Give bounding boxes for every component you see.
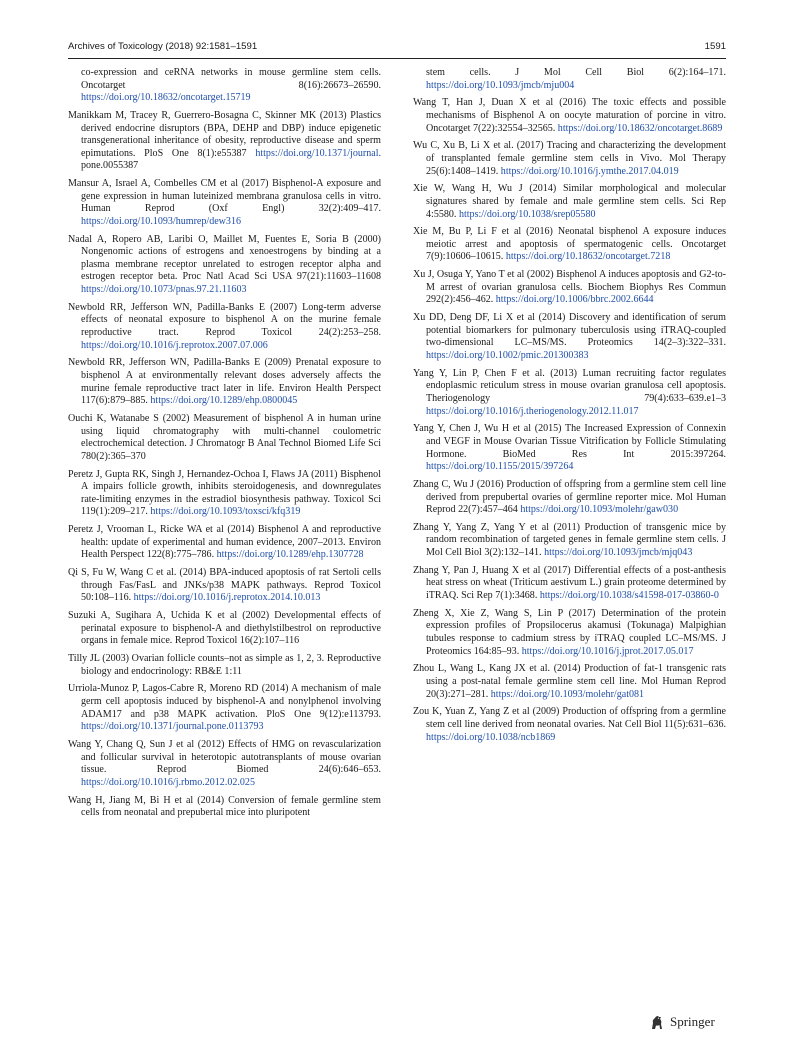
springer-horse-icon — [649, 1014, 665, 1031]
reference-text: Zhang Y, Yang Z, Yang Y et al (2011) Production of transgenic mice by random recombination of targeted genes in female germline stem cells. J Mol Cell Biol 3(2):132–141. — [413, 521, 726, 559]
reference-entry — [68, 110, 381, 173]
reference-text: co-expression and ceRNA networks in mouse germline stem cells. Oncotarget 8(16):26673–26590. — [81, 67, 381, 91]
doi-link[interactable]: https://doi.org/10.1093/toxsci/kfq319 — [150, 506, 301, 518]
reference-text: Zou K, Yuan Z, Yang Z et al (2009) Production of offspring from a germline stem cell line derived from neonatal ovaries. Nat Cell Biol 11(5):631–636. — [413, 706, 726, 730]
doi-link[interactable]: https://doi.org/10.18632/oncotarget.7218 — [505, 251, 671, 263]
reference-entry — [413, 479, 726, 517]
doi-link[interactable]: https://doi.org/10.1155/2015/397264 — [426, 461, 574, 473]
reference-entry — [413, 565, 726, 603]
doi-link[interactable]: https://doi.org/10.1006/bbrc.2002.6644 — [495, 294, 654, 306]
reference-entry — [413, 140, 726, 178]
reference-text: Wu C, Xu B, Li X et al. (2017) Tracing and characterizing the development of transplanted female germline stem cells in Vivo. Mol Therapy 25(6):1408–1419. — [413, 140, 726, 177]
doi-link[interactable]: https://doi.org/10.1002/pmic.201300383 — [426, 350, 589, 361]
doi-link[interactable]: https://doi.org/10.1038/s41598-017-03860-0 — [539, 590, 719, 602]
reference-text: Zhou L, Wang L, Kang JX et al. (2014) Production of fat-1 transgenic rats using a post-natal female germline stem cell line. Mol Human Reprod 20(3):271–281. — [413, 663, 726, 700]
running-head — [68, 41, 726, 55]
references-left-column — [68, 67, 381, 825]
reference-text: Zheng X, Xie Z, Wang S, Lin P (2017) Determination of the protein expression profiles of Propsilocerus akamusi (Tokunaga) Malpighian tubules response to cadmium stress by iTRAQ coupled LC–MS/MS. J Proteomics 164:85–93. — [413, 607, 726, 657]
doi-link[interactable]: https://doi.org/10.1016/j.jprot.2017.05.017 — [521, 645, 694, 657]
reference-entry — [413, 269, 726, 307]
reference-entry — [68, 795, 381, 820]
reference-entry — [68, 524, 381, 562]
reference-text: Xie W, Wang H, Wu J (2014) Similar morphological and molecular signatures shared by female and male germline stem cells. Sci Rep 4:5580. — [413, 183, 726, 220]
reference-text-tail: pone.0055387 — [81, 160, 139, 172]
reference-text: Nadal A, Ropero AB, Laribi O, Maillet M, Fuentes E, Soria B (2000) Nongenomic actions of estrogens and xenoestrogens by binding at a plasma membrane receptor unrelated to estrogen receptor alpha and estrogen receptor beta. Proc Natl Acad Sci USA 97(21):11603–11608 — [68, 233, 381, 283]
doi-link[interactable]: https://doi.org/10.1016/j.theriogenology.2012.11.017 — [426, 405, 639, 417]
doi-link[interactable]: https://doi.org/10.18632/oncotarget.8689 — [557, 122, 723, 134]
reference-text: stem cells. J Mol Cell Biol 6(2):164–171. — [426, 67, 726, 78]
reference-text: Zhang Y, Pan J, Huang X et al (2017) Differential effects of a post-anthesis heat stress on wheat (Triticum aestivum L.) grain proteome determined by iTRAQ. Sci Rep 7(1):3468. — [413, 564, 726, 602]
reference-entry — [68, 567, 381, 605]
reference-text: Qi S, Fu W, Wang C et al. (2014) BPA-induced apoptosis of rat Sertoli cells through Fas/FasL and JNKs/p38 MAPK pathways. Reprod Toxicol 50:108–116. — [68, 567, 381, 604]
springer-logo — [649, 1013, 715, 1031]
reference-entry — [413, 608, 726, 658]
reference-text: Peretz J, Vrooman L, Ricke WA et al (2014) Bisphenol A and reproductive health: update of experimental and human evidence, 2007–2013. Environ Health Perspect 122(8):775–786. — [68, 524, 381, 561]
doi-link[interactable]: https://doi.org/10.1093/molehr/gaw030 — [520, 504, 679, 516]
doi-link[interactable]: https://doi.org/10.1371/journal.pone.0113793 — [81, 721, 264, 733]
doi-link[interactable]: https://doi.org/10.1016/j.ymthe.2017.04.019 — [500, 165, 679, 177]
journal-reference: Archives of Toxicology (2018) 92:1581–1591 — [68, 41, 258, 52]
header-divider — [68, 58, 726, 59]
reference-entry — [413, 226, 726, 264]
reference-entry — [68, 683, 381, 733]
reference-entry — [413, 312, 726, 362]
doi-link[interactable]: https://doi.org/10.1093/jmcb/mjq043 — [544, 547, 693, 559]
reference-entry — [68, 234, 381, 297]
reference-text: Mansur A, Israel A, Combelles CM et al (2017) Bisphenol-A exposure and gene expression in human luteinized membrana granulosa cells in vitro. Human Reprod (Oxf Engl) 32(2):409–417. — [68, 178, 381, 215]
reference-text: Wang H, Jiang M, Bi H et al (2014) Conversion of female germline stem cells from neonatal and prepubertal mice into pluripotent — [68, 794, 381, 819]
reference-entry — [68, 413, 381, 463]
reference-text: Xu DD, Deng DF, Li X et al (2014) Discovery and identification of serum potential biomarkers for pulmonary tuberculosis using iTRAQ-coupled two-dimensional LC–MS/MS. Proteomics 14(2–3):322–331. — [413, 312, 726, 349]
reference-entry — [68, 67, 381, 105]
reference-entry — [413, 706, 726, 744]
reference-entry — [68, 739, 381, 789]
references-right-column — [413, 67, 726, 749]
reference-entry — [68, 178, 381, 228]
reference-entry — [413, 67, 726, 92]
reference-text: Manikkam M, Tracey R, Guerrero-Bosagna C, Skinner MK (2013) Plastics derived endocrine disruptors (BPA, DEHP and DBP) induce epigenetic transgenerational inheritance of obesity, reproductive disease and sperm epimutations. PloS One 8(1):e55387 — [68, 109, 381, 159]
doi-link[interactable]: https://doi.org/10.1016/j.reprotox.2014.10.013 — [133, 592, 321, 604]
reference-entry — [413, 663, 726, 701]
reference-entry — [68, 357, 381, 407]
reference-text: Ouchi K, Watanabe S (2002) Measurement of bisphenol A in human urine using liquid chromatography with multi-channel coulometric electrochemical detection. J Chromatogr B Anal Technol Biomed Life Sci 780(2):365–370 — [68, 412, 381, 462]
reference-text: Wang Y, Chang Q, Sun J et al (2012) Effects of HMG on revascularization and follicular survival in heterotopic autotransplants of mouse ovarian tissue. Reprod Biomed 24(6):646–653. — [68, 738, 381, 776]
doi-link[interactable]: https://doi.org/10.1038/ncb1869 — [426, 731, 556, 743]
doi-link[interactable]: https://doi.org/10.1093/humrep/dew316 — [81, 215, 241, 227]
reference-entry — [413, 423, 726, 473]
doi-link[interactable]: https://doi.org/10.1289/ehp.0800045 — [150, 395, 298, 407]
reference-entry — [413, 368, 726, 418]
reference-text: Tilly JL (2003) Ovarian follicle counts–not as simple as 1, 2, 3. Reproductive biology and endocrinology: RB&E 1:11 — [68, 653, 381, 677]
reference-text: Zhang C, Wu J (2016) Production of offspring from a germline stem cell line derived from prepubertal ovaries of germline reporter mice. Mol Human Reprod 22(7):457–464 — [413, 478, 726, 516]
doi-link[interactable]: https://doi.org/10.18632/oncotarget.15719 — [81, 92, 251, 104]
reference-entry — [68, 302, 381, 352]
reference-text: Newbold RR, Jefferson WN, Padilla-Banks E (2009) Prenatal exposure to bisphenol A at environmentally relevant doses adversely affects the murine female reproductive tract later in life. Environ Health Perspect 117(6):879–885. — [68, 357, 381, 407]
reference-text: Xu J, Osuga Y, Yano T et al (2002) Bisphenol A induces apoptosis and G2-to-M arrest of ovarian granulosa cells. Biochem Biophys Res Commun 292(2):456–462. — [413, 269, 726, 306]
reference-text: Xie M, Bu P, Li F et al (2016) Neonatal bisphenol A exposure induces meiotic arrest and apoptosis of spermatogenic cells. Oncotarget 7(9):10606–10615. — [413, 226, 726, 263]
doi-link[interactable]: https://doi.org/10.1016/j.reprotox.2007.07.006 — [81, 339, 268, 351]
doi-link[interactable]: https://doi.org/10.1289/ehp.1307728 — [216, 549, 364, 561]
publisher-name: Springer — [670, 1014, 715, 1029]
reference-text: Urriola-Munoz P, Lagos-Cabre R, Moreno RD (2014) A mechanism of male germ cell apoptosis induced by bisphenol-A and nonylphenol involving ADAM17 and p38 MAPK activation. PloS One 9(12):e113793. — [68, 683, 381, 720]
reference-entry — [413, 183, 726, 221]
reference-entry — [413, 522, 726, 560]
doi-link[interactable]: https://doi.org/10.1093/molehr/gat081 — [490, 688, 645, 700]
reference-text: Yang Y, Lin P, Chen F et al. (2013) Luman recruiting factor regulates endoplasmic reticulum stress in mouse ovarian granulosa cell apoptosis. Theriogenology 79(4):633–639.e1–3 — [413, 367, 726, 404]
reference-text: Peretz J, Gupta RK, Singh J, Hernandez-Ochoa I, Flaws JA (2011) Bisphenol A impairs follicle growth, inhibits steroidogenesis, and downregulates rate-limiting enzymes in the estradiol biosynthesis pathway. Toxicol Sci 119(1):209–217. — [68, 468, 381, 518]
reference-entry — [68, 610, 381, 648]
reference-entry — [413, 97, 726, 135]
doi-link[interactable]: https://doi.org/10.1016/j.rbmo.2012.02.025 — [81, 776, 255, 788]
doi-link[interactable]: https://doi.org/10.1073/pnas.97.21.11603 — [81, 284, 247, 296]
reference-text: Wang T, Han J, Duan X et al (2016) The toxic effects and possible mechanisms of Bisphenol A on oocyte maturation of porcine in vitro. Oncotarget 7(22):32554–32565. — [413, 97, 726, 134]
doi-link[interactable]: https://doi.org/10.1038/srep05580 — [458, 208, 596, 220]
reference-text: Suzuki A, Sugihara A, Uchida K et al (2002) Developmental effects of perinatal exposure to bisphenol-A and diethylstilbestrol on reproductive organs in female mice. Reprod Toxicol 16(2):107–116 — [68, 610, 381, 647]
reference-entry — [68, 469, 381, 519]
reference-entry — [68, 653, 381, 678]
page-number: 1591 — [704, 41, 726, 52]
reference-text: Newbold RR, Jefferson WN, Padilla-Banks E (2007) Long-term adverse effects of neonatal exposure to bisphenol A on the murine female reproductive tract. Reprod Toxicol 24(2):253–258. — [68, 301, 381, 339]
doi-link[interactable]: https://doi.org/10.1093/jmcb/mju004 — [426, 79, 575, 91]
reference-text: Yang Y, Chen J, Wu H et al (2015) The Increased Expression of Connexin and VEGF in Mouse Ovarian Tissue Vitrification by Follicle Stimulating Hormone. BioMed Res Int 2015:397264. — [413, 423, 726, 460]
doi-link[interactable]: https://doi.org/10.1371/journal. — [255, 147, 381, 159]
